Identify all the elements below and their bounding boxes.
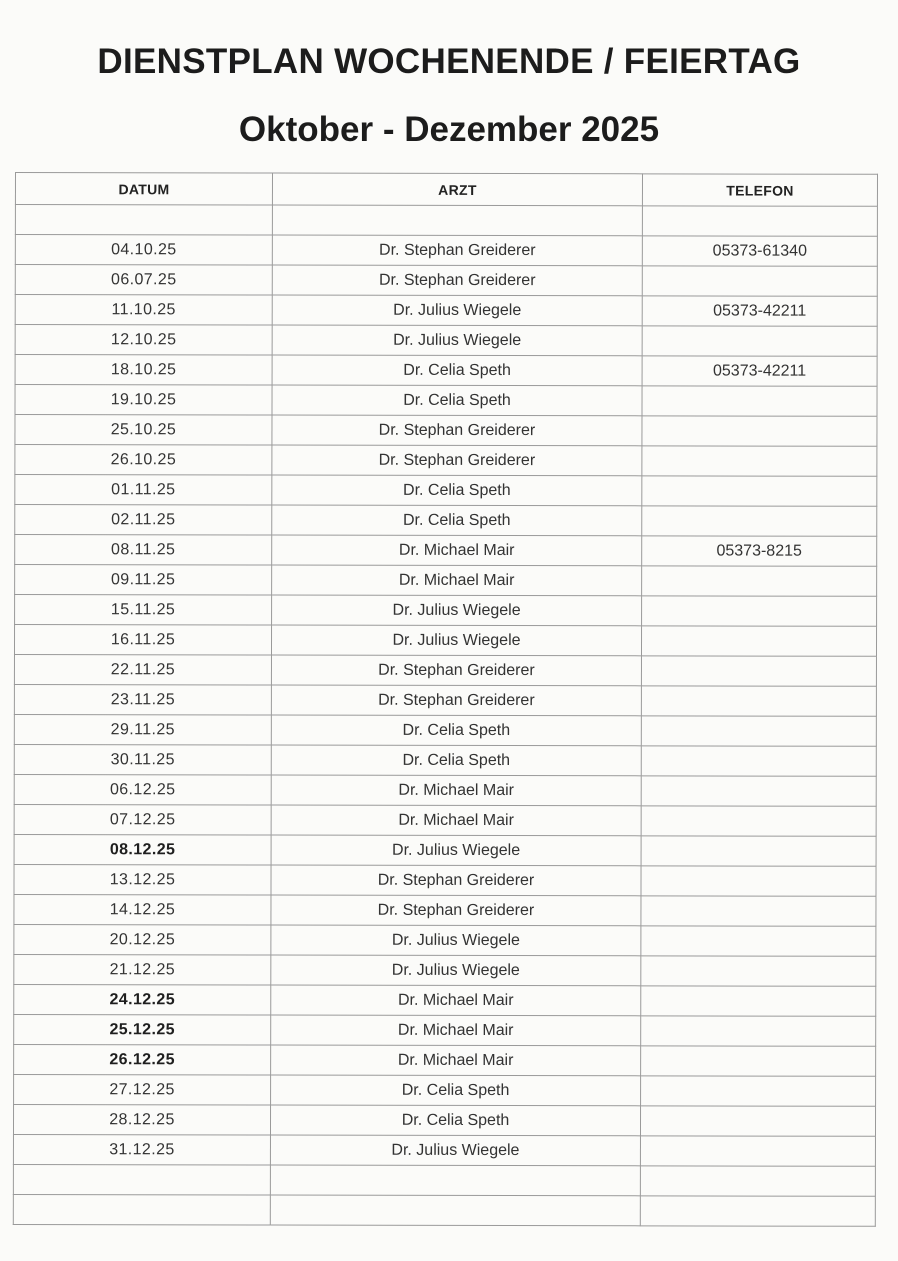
- empty-row: [15, 205, 877, 237]
- phone-cell: [642, 596, 877, 626]
- phone-cell: [641, 1076, 876, 1106]
- date-cell: 25.10.25: [15, 415, 272, 446]
- table-row: [13, 1134, 875, 1166]
- date-cell: 06.07.25: [15, 265, 272, 296]
- date-cell: 01.11.25: [15, 475, 272, 506]
- header-doctor: ARZT: [272, 173, 642, 206]
- date-cell: 04.10.25: [15, 235, 272, 266]
- date-cell: 07.12.25: [14, 804, 271, 835]
- phone-cell: [641, 656, 876, 686]
- doctor-cell: Dr. Celia Speth: [271, 1075, 641, 1106]
- phone-cell: [642, 416, 877, 446]
- doctor-cell: Dr. Stephan Greiderer: [271, 865, 641, 896]
- doctor-cell: Dr. Celia Speth: [271, 715, 641, 746]
- doctor-cell: Dr. Michael Mair: [271, 985, 641, 1016]
- phone-cell: [640, 1106, 875, 1136]
- table-row: [15, 595, 877, 627]
- phone-cell: [641, 956, 876, 986]
- table-row: [14, 625, 876, 657]
- header-date: DATUM: [15, 173, 272, 206]
- date-cell: 28.12.25: [13, 1104, 270, 1135]
- doctor-cell: Dr. Celia Speth: [272, 385, 642, 416]
- date-cell: 08.11.25: [15, 535, 272, 566]
- date-cell: 24.12.25: [14, 984, 271, 1015]
- doctor-cell: Dr. Julius Wiegele: [271, 625, 641, 656]
- phone-cell: [641, 746, 876, 776]
- table-row: [15, 325, 877, 357]
- table-row: [13, 1104, 875, 1136]
- table-body: [13, 205, 877, 1167]
- phone-cell: [642, 266, 877, 296]
- empty-cell: [13, 1164, 270, 1195]
- date-cell: 27.12.25: [14, 1074, 271, 1105]
- duty-schedule-table: [13, 172, 878, 1227]
- table-row: [15, 265, 877, 297]
- doctor-cell: Dr. Stephan Greiderer: [271, 685, 641, 716]
- doctor-cell: Dr. Julius Wiegele: [272, 595, 642, 626]
- phone-cell: [641, 836, 876, 866]
- date-cell: 06.12.25: [14, 774, 271, 805]
- empty-cell: [640, 1196, 875, 1226]
- date-cell: 08.12.25: [14, 834, 271, 865]
- table-row: [15, 295, 877, 327]
- phone-cell: [640, 1136, 875, 1166]
- table-row: [14, 834, 876, 866]
- phone-cell: [642, 326, 877, 356]
- phone-cell: 05373-42211: [642, 356, 877, 386]
- empty-row: [13, 1164, 875, 1196]
- date-cell: 26.12.25: [14, 1044, 271, 1075]
- document-subtitle: Oktober - Dezember 2025: [238, 110, 660, 149]
- table-row: [14, 714, 876, 746]
- doctor-cell: Dr. Julius Wiegele: [272, 295, 642, 326]
- table-row: [15, 385, 877, 417]
- table-row: [14, 684, 876, 716]
- doctor-cell: Dr. Celia Speth: [272, 505, 642, 536]
- date-cell: 18.10.25: [15, 355, 272, 386]
- table-row: [15, 565, 877, 597]
- table-row: [14, 864, 876, 896]
- table-row: [15, 475, 877, 507]
- table-row: [15, 505, 877, 537]
- date-cell: 23.11.25: [14, 684, 271, 715]
- phone-cell: [642, 476, 877, 506]
- doctor-cell: Dr. Michael Mair: [271, 1015, 641, 1046]
- phone-cell: 05373-8215: [642, 536, 877, 566]
- phone-cell: [641, 896, 876, 926]
- table-row: [14, 1044, 876, 1076]
- phone-cell: [641, 866, 876, 896]
- header-phone: TELEFON: [642, 174, 877, 206]
- date-cell: 09.11.25: [15, 565, 272, 596]
- doctor-cell: Dr. Julius Wiegele: [272, 325, 642, 356]
- phone-cell: [641, 1016, 876, 1046]
- date-cell: 14.12.25: [14, 894, 271, 925]
- table-row: [14, 774, 876, 806]
- phone-cell: [641, 716, 876, 746]
- doctor-cell: Dr. Julius Wiegele: [271, 925, 641, 956]
- table-row: [15, 355, 877, 387]
- phone-cell: [642, 446, 877, 476]
- date-cell: 31.12.25: [13, 1134, 270, 1165]
- doctor-cell: Dr. Stephan Greiderer: [272, 445, 642, 476]
- doctor-cell: Dr. Julius Wiegele: [270, 1135, 640, 1166]
- phone-cell: [641, 686, 876, 716]
- doctor-cell: Dr. Julius Wiegele: [271, 835, 641, 866]
- table-row: [14, 744, 876, 776]
- doctor-cell: Dr. Michael Mair: [272, 535, 642, 566]
- doctor-cell: Dr. Michael Mair: [272, 565, 642, 596]
- phone-cell: [642, 386, 877, 416]
- doctor-cell: Dr. Michael Mair: [271, 1045, 641, 1076]
- date-cell: 22.11.25: [14, 655, 271, 686]
- doctor-cell: Dr. Stephan Greiderer: [272, 265, 642, 296]
- doctor-cell: Dr. Stephan Greiderer: [272, 235, 642, 266]
- table-row: [14, 804, 876, 836]
- empty-cell: [13, 1194, 270, 1225]
- document-title: DIENSTPLAN WOCHENENDE / FEIERTAG: [97, 42, 801, 81]
- phone-cell: [641, 626, 876, 656]
- empty-cell: [270, 1195, 640, 1226]
- empty-cell: [640, 1166, 875, 1196]
- doctor-cell: Dr. Stephan Greiderer: [271, 655, 641, 686]
- phone-cell: 05373-42211: [642, 296, 877, 326]
- doctor-cell: Dr. Stephan Greiderer: [272, 415, 642, 446]
- date-cell: 25.12.25: [14, 1014, 271, 1045]
- date-cell: 11.10.25: [15, 295, 272, 326]
- date-cell: 26.10.25: [15, 445, 272, 476]
- phone-cell: [641, 986, 876, 1016]
- table-row: [14, 924, 876, 956]
- date-cell: 13.12.25: [14, 864, 271, 895]
- table-row: [14, 894, 876, 926]
- doctor-cell: Dr. Celia Speth: [270, 1105, 640, 1136]
- table-row: [14, 1014, 876, 1046]
- phone-cell: [641, 1046, 876, 1076]
- doctor-cell: Dr. Stephan Greiderer: [271, 895, 641, 926]
- phone-cell: [641, 806, 876, 836]
- table-row: [14, 984, 876, 1016]
- phone-cell: [641, 926, 876, 956]
- doctor-cell: Dr. Celia Speth: [272, 475, 642, 506]
- empty-cell: [272, 205, 642, 236]
- empty-cell: [15, 205, 272, 236]
- empty-cell: [642, 206, 877, 236]
- date-cell: 15.11.25: [15, 595, 272, 626]
- doctor-cell: Dr. Celia Speth: [271, 745, 641, 776]
- table-header-row: [15, 173, 877, 207]
- empty-row: [13, 1194, 875, 1226]
- table-row: [15, 445, 877, 477]
- phone-cell: 05373-61340: [642, 236, 877, 266]
- date-cell: 16.11.25: [14, 625, 271, 656]
- empty-cell: [270, 1165, 640, 1196]
- table-row: [15, 535, 877, 567]
- date-cell: 21.12.25: [14, 954, 271, 985]
- phone-cell: [642, 506, 877, 536]
- date-cell: 02.11.25: [15, 505, 272, 536]
- date-cell: 19.10.25: [15, 385, 272, 416]
- table-row: [15, 235, 877, 267]
- date-cell: 30.11.25: [14, 744, 271, 775]
- phone-cell: [642, 566, 877, 596]
- doctor-cell: Dr. Celia Speth: [272, 355, 642, 386]
- doctor-cell: Dr. Julius Wiegele: [271, 955, 641, 986]
- doctor-cell: Dr. Michael Mair: [271, 805, 641, 836]
- table-row: [14, 1074, 876, 1106]
- date-cell: 29.11.25: [14, 714, 271, 745]
- date-cell: 12.10.25: [15, 325, 272, 356]
- date-cell: 20.12.25: [14, 924, 271, 955]
- table-row: [14, 954, 876, 986]
- doctor-cell: Dr. Michael Mair: [271, 775, 641, 806]
- phone-cell: [641, 776, 876, 806]
- table-row: [15, 415, 877, 447]
- table-row: [14, 655, 876, 687]
